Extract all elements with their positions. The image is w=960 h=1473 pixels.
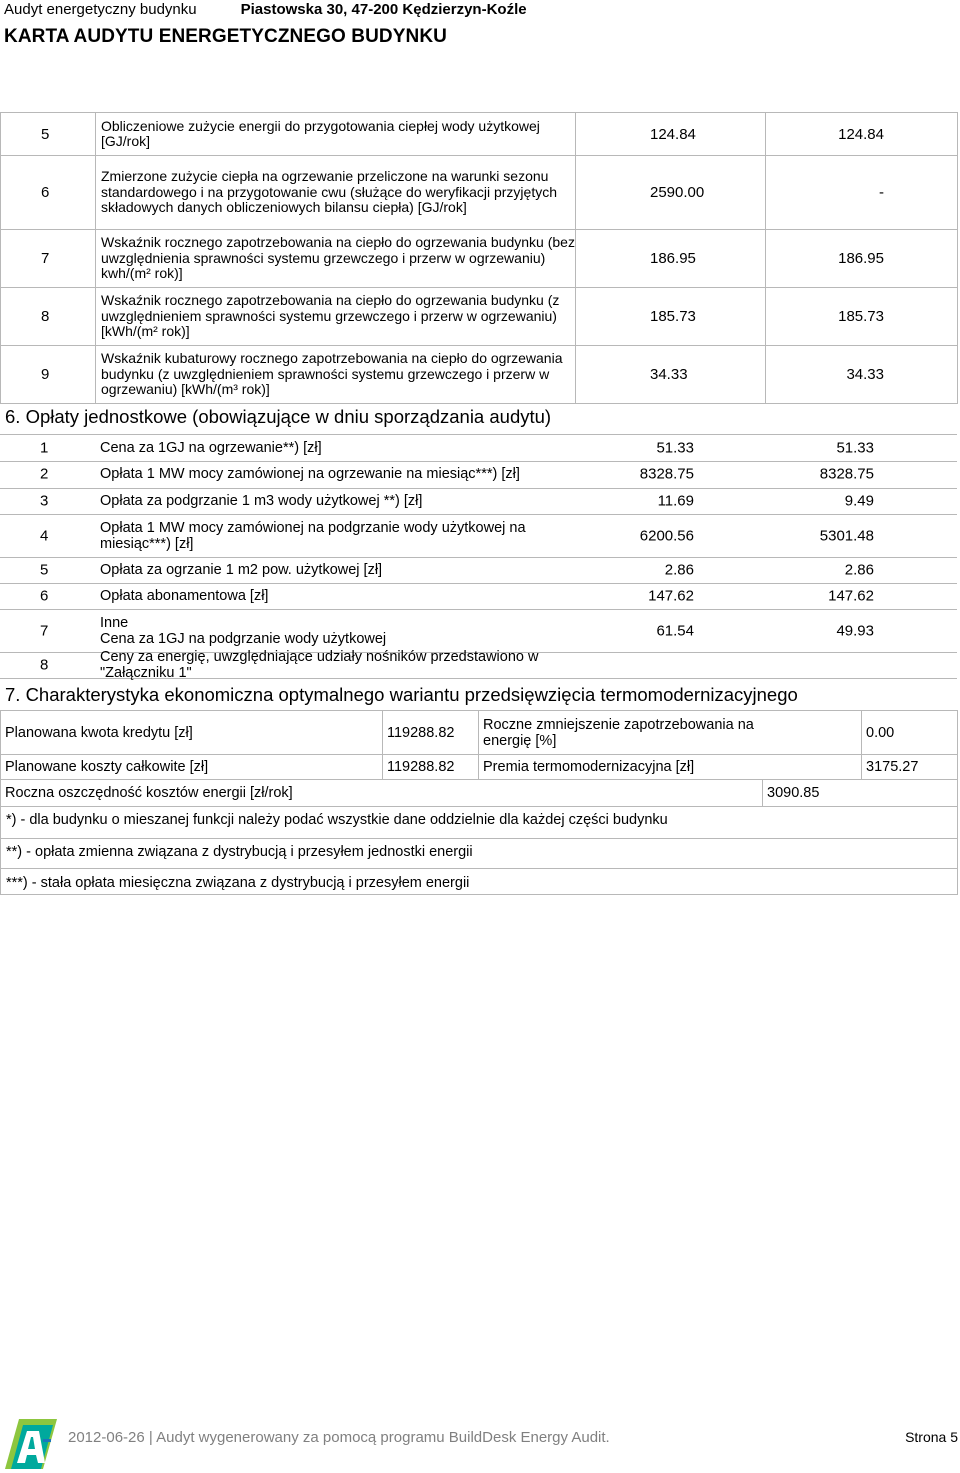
value-optimal: 34.33	[766, 346, 958, 404]
row-description: Opłata abonamentowa [zł]	[100, 588, 269, 604]
value-current: 147.62	[648, 587, 694, 605]
row-number: 8	[40, 656, 49, 674]
savings-value: 3090.85	[763, 780, 958, 807]
table-row	[0, 514, 957, 558]
value-current: 124.84	[576, 113, 766, 156]
row-description: Cena za 1GJ na ogrzewanie**) [zł]	[100, 440, 322, 456]
planned-credit-label: Planowana kwota kredytu [zł]	[1, 711, 383, 755]
table-row	[1, 230, 958, 288]
row-description: Ceny za energię, uwzględniające udziały nośników przedstawiono w "Załączniku 1"	[100, 649, 539, 681]
table-row	[0, 460, 957, 489]
table-row	[0, 583, 957, 610]
premium-value: 3175.27	[862, 755, 958, 780]
row-number: 7	[40, 622, 49, 639]
header-line	[4, 0, 527, 22]
row-number: 5	[40, 561, 49, 579]
table-row	[1, 755, 958, 780]
value-current: 2590.00	[576, 156, 766, 230]
row-description	[100, 615, 386, 647]
row-description: Obliczeniowe zużycie energii do przygotowania ciepłej wody użytkowej [GJ/rok]	[96, 113, 576, 156]
row-number: 7	[1, 230, 96, 288]
table-row	[0, 609, 957, 653]
value-optimal: 8328.75	[819, 465, 874, 483]
table-row	[0, 649, 957, 681]
value-optimal: 49.93	[836, 622, 874, 639]
table-row	[1, 288, 958, 346]
note-fixed-charge: ***) - stała opłata miesięczna związana z dystrybucją i przesyłem energii	[0, 869, 958, 895]
premium-label: Premia termomodernizacyjna [zł]	[479, 755, 862, 780]
planned-credit-value: 119288.82	[383, 711, 479, 755]
row-number: 2	[40, 465, 49, 483]
value-optimal: 51.33	[836, 439, 874, 457]
row-number: 8	[1, 288, 96, 346]
table-row	[1, 780, 958, 807]
note-mixed-function: *) - dla budynku o mieszanej funkcji należy podać wszystkie dane oddzielnie dla każdej części budynku	[0, 806, 958, 839]
row-number: 5	[1, 113, 96, 156]
note-variable-charge: **) - opłata zmienna związana z dystrybucją i przesyłem jednostki energii	[0, 839, 958, 869]
planned-costs-value: 119288.82	[383, 755, 479, 780]
row-description-line: Cena za 1GJ na podgrzanie wody użytkowej	[100, 630, 387, 647]
value-optimal: 186.95	[766, 230, 958, 288]
row-description: Opłata za podgrzanie 1 m3 wody użytkowej **) [zł]	[100, 493, 423, 509]
table-row	[0, 557, 957, 584]
table-row	[1, 156, 958, 230]
row-description: Opłata za ogrzanie 1 m2 pow. użytkowej [zł]	[100, 562, 383, 578]
table-row	[0, 434, 957, 462]
row-number: 3	[40, 492, 49, 510]
table-row	[1, 346, 958, 404]
value-current: 6200.56	[639, 527, 694, 544]
table-row	[1, 113, 958, 156]
row-number: 9	[1, 346, 96, 404]
row-number: 6	[40, 587, 49, 605]
card-title: KARTA AUDYTU ENERGETYCZNEGO BUDYNKU	[4, 26, 447, 47]
savings-table	[0, 779, 958, 807]
value-optimal: 5301.48	[819, 527, 874, 544]
builddesk-logo-icon	[5, 1419, 57, 1469]
row-description: Zmierzone zużycie ciepła na ogrzewanie przeliczone na warunki sezonu standardowego i na przygotowanie cwu (służące do weryfikacji przyjętych składowych danych obliczeniowych bilansu ciepła) [GJ/rok]	[96, 156, 576, 230]
value-optimal: 124.84	[766, 113, 958, 156]
row-description: Wskaźnik rocznego zapotrzebowania na ciepło do ogrzewania budynku (z uwzględnieniem sprawności systemu grzewczego i przerw w ogrzewaniu) [kWh/(m² rok)]	[96, 288, 576, 346]
table-row	[1, 711, 958, 755]
value-current: 11.69	[657, 492, 694, 510]
value-current: 8328.75	[639, 465, 694, 483]
row-description: Wskaźnik rocznego zapotrzebowania na ciepło do ogrzewania budynku (bez uwzględnienia sprawności systemu grzewczego i przerw w ogrzewaniu) kwh/(m² rok)]	[96, 230, 576, 288]
table-row	[0, 488, 957, 515]
row-description: Opłata 1 MW mocy zamówionej na podgrzanie wody użytkowej na miesiąc***) [zł]	[100, 519, 526, 552]
value-current: 61.54	[656, 622, 694, 639]
building-address: Piastowska 30, 47-200 Kędzierzyn-Koźle	[240, 1, 527, 18]
value-current: 34.33	[576, 346, 766, 404]
value-current: 2.86	[664, 561, 694, 579]
indicators-table	[0, 112, 958, 404]
value-optimal: -	[766, 156, 958, 230]
savings-label: Roczna oszczędność kosztów energii [zł/rok]	[1, 780, 763, 807]
value-current: 186.95	[576, 230, 766, 288]
value-optimal: 9.49	[844, 492, 874, 510]
footer-generated-note: 2012-06-26 | Audyt wygenerowany za pomocą programu BuildDesk Energy Audit.	[68, 1429, 610, 1446]
page-number: Strona 5	[905, 1429, 958, 1445]
row-description-line: Inne	[100, 614, 129, 631]
value-optimal: 185.73	[766, 288, 958, 346]
reduction-label: Roczne zmniejszenie zapotrzebowania na energię [%]	[483, 716, 754, 749]
row-description: Wskaźnik kubaturowy rocznego zapotrzebowania na ciepło do ogrzewania budynku (z uwzględnieniem sprawności systemu grzewczego i przerw w ogrzewaniu) [kWh/(m³ rok)]	[96, 346, 576, 404]
economic-table	[0, 710, 958, 780]
row-description: Opłata 1 MW mocy zamówionej na ogrzewanie na miesiąc***) [zł]	[100, 466, 520, 482]
row-number: 1	[40, 439, 49, 457]
app-title: Audyt energetyczny budynku	[4, 1, 197, 18]
reduction-value: 0.00	[862, 711, 958, 755]
value-optimal: 2.86	[844, 561, 874, 579]
section-6-title: 6. Opłaty jednostkowe (obowiązujące w dniu sporządzania audytu)	[5, 406, 552, 427]
value-current: 51.33	[656, 439, 694, 457]
value-optimal: 147.62	[828, 587, 874, 605]
section-7-title: 7. Charakterystyka ekonomiczna optymalnego wariantu przedsięwzięcia termomodernizacyjnego	[5, 684, 798, 705]
planned-costs-label: Planowane koszty całkowite [zł]	[1, 755, 383, 780]
row-number: 4	[40, 527, 49, 544]
row-number: 6	[1, 156, 96, 230]
value-current: 185.73	[576, 288, 766, 346]
